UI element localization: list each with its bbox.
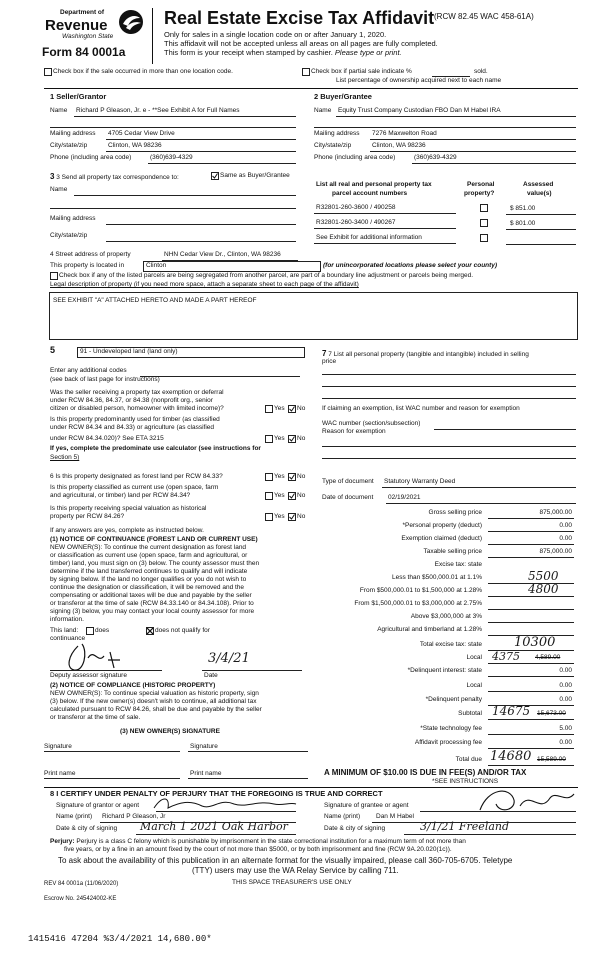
tax-line (488, 622, 574, 623)
compliance-line: NEW OWNER(S): To continue special valuation as historic property, sign (50, 690, 259, 697)
multi-location-label: Check box if the sale occurred in more than one location code. (53, 68, 233, 75)
seller-phone-line (148, 163, 296, 164)
personal-line-1 (322, 374, 576, 375)
personal-property-checkbox[interactable] (480, 234, 488, 242)
legal-label: Legal description of property (if you need more space, attach a separate sheet to each page of the affidavit) (50, 281, 359, 288)
partial-sale-label: Check box if partial sale indicate % (311, 68, 412, 75)
tax-value: 0.00 (559, 535, 572, 542)
buyer-blank-line (314, 127, 576, 128)
buyer-mail-line (370, 139, 576, 140)
tax-value: 0.00 (559, 696, 572, 703)
notice-line: information. (50, 616, 84, 623)
tax-line (488, 557, 574, 558)
date-city-label: Date & city of signing (324, 825, 386, 832)
section3-city-line (106, 241, 296, 242)
seller-mail-label: Mailing address (50, 130, 96, 137)
tax-value-handwritten: 5500 (528, 569, 559, 583)
parcel-header: List all real and personal property tax (316, 181, 432, 188)
parcel-line (314, 243, 456, 244)
seller-name: Richard P Gleason, Jr. e - **See Exhibit A for Full Names (76, 107, 240, 114)
no-label: No (297, 473, 306, 480)
q5-2b: under RCW 84.34 and 84.33) or agriculture (as classified (50, 424, 215, 431)
name-print-label: Name (print) (56, 813, 93, 820)
doc-type: Statutory Warranty Deed (384, 478, 456, 485)
tax-line (488, 663, 574, 664)
date-label: Date (204, 672, 218, 679)
parcel-number: R32801-260-3400 / 490267 (316, 219, 396, 226)
compliance-line: (3) below. If the new owner(s) doesn't wish to continue, all additional tax (50, 698, 257, 705)
yes-label: Yes (274, 435, 285, 442)
q6-2-no-checkbox[interactable] (288, 492, 296, 500)
tax-label: From $1,500,000.01 to $3,000,000 at 2.75% (354, 600, 482, 607)
q5-2e: Section 5) (50, 454, 80, 461)
assessed-value: $ 851.00 (510, 205, 536, 212)
check-icon (212, 173, 218, 179)
q6-3a: Is this property receiving special valuation as historical (50, 505, 207, 512)
personal-header-2: property? (464, 190, 495, 197)
grantor-date-city: March 1 2021 Oak Harbor (140, 820, 288, 833)
tax-label: Exemption claimed (deduct) (401, 535, 482, 542)
logo-state-text: Washington State (62, 33, 114, 40)
parcel-header-2: parcel account numbers (332, 190, 408, 197)
parcel-number: See Exhibit for additional information (316, 234, 422, 241)
section7-heading-2: price (322, 358, 337, 365)
section3-name-label: Name (50, 186, 68, 193)
accessibility-line-2: (TTY) users may use the WA Relay Service by calling 711. (192, 866, 399, 875)
no-label: No (297, 435, 306, 442)
notice-continuance: (1) NOTICE OF CONTINUANCE (FOREST LAND OR CURRENT USE) (50, 536, 258, 543)
section3-mail-label: Mailing address (50, 215, 96, 222)
q5-2d: If yes, complete the predominate use calculator (see instructions for (50, 445, 261, 452)
struck-value: 15,673.00 (537, 710, 566, 717)
q6-3b: property per RCW 84.26? (50, 513, 125, 520)
tax-label: *State technology fee (420, 725, 482, 732)
assessed-value: $ 801.00 (510, 220, 536, 227)
assessor-date: 3/4/21 (208, 651, 250, 666)
does-label: does (95, 627, 110, 634)
wac-label: WAC number (section/subsection) (322, 420, 421, 427)
logo-dept-text: Department of (60, 9, 105, 16)
land-use-value: 91 - Undeveloped land (land only) (80, 348, 178, 355)
notice-line: continue the designation or classification, it will be removed and the (50, 584, 245, 591)
located-label: This property is located in (50, 262, 125, 269)
signature-label: Signature (44, 743, 72, 750)
q5-2-no-checkbox[interactable] (288, 435, 296, 443)
legal-description: SEE EXHIBIT "A" ATTACHED HERETO AND MADE A PART HEREOF (53, 297, 257, 304)
grantor-signature-line (156, 811, 296, 812)
grantor-name: Richard P Gleason, Jr (102, 813, 166, 820)
value-line (506, 229, 576, 230)
doc-type-label: Type of document (322, 478, 374, 485)
buyer-phone-label: Phone (including area code) (314, 154, 396, 161)
tax-value: 0.00 (559, 739, 572, 746)
grantee-signature-icon (470, 784, 580, 818)
q5-1b: under RCW 84.36, 84.37, or 84.38 (nonprofit org., senior (50, 397, 213, 404)
q6-1: 6 Is this property designated as forest land per RCW 84.33? (50, 473, 223, 480)
same-as-buyer-checkbox[interactable] (211, 172, 219, 180)
tax-label: Local (466, 682, 482, 689)
seller-city-label: City/state/zip (50, 142, 88, 149)
tax-label: Taxable selling price (423, 548, 482, 555)
sold-label: sold. (474, 68, 488, 75)
buyer-city-label: City/state/zip (314, 142, 352, 149)
assessed-header: Assessed (523, 181, 554, 188)
tax-line (488, 596, 574, 597)
tax-value-handwritten: 14675 (492, 704, 531, 718)
perjury-line-1: Perjury: Perjury is a class C felony which is punishable by imprisonment in the state correctional institution for a maximum term of not more than (50, 838, 466, 845)
wa-logo-icon (117, 8, 145, 36)
tax-value-handwritten: 4375 (492, 650, 520, 663)
tax-label: Gross selling price (428, 509, 482, 516)
buyer-city-line (370, 151, 576, 152)
tax-line (488, 531, 574, 532)
struck-value: 4,589.00 (535, 654, 561, 661)
q6-1-yes-checkbox[interactable] (265, 473, 273, 481)
deputy-label: Deputy assessor signature (50, 672, 127, 679)
escrow-label: Escrow No. 245424002-KE (44, 896, 117, 902)
revision-label: REV 84 0001a (11/06/2020) (44, 881, 119, 887)
section3-mail-line (106, 224, 296, 225)
does-not-qualify-label: does not qualify for (155, 627, 210, 634)
tax-value: 0.00 (559, 682, 572, 689)
header-note-1: Only for sales in a single location code on or after January 1, 2020. (164, 30, 387, 39)
section3-heading: 3 3 Send all property tax correspondence to: (50, 172, 179, 181)
see-back-note: (see back of last page for instructions) (50, 376, 160, 383)
grantee-name: Dan M Habel (376, 813, 414, 820)
treasurer-label: THIS SPACE TREASURER'S USE ONLY (232, 879, 352, 886)
additional-codes-line (140, 376, 300, 377)
certify-heading: 8 I CERTIFY UNDER PENALTY OF PERJURY THAT THE FOREGOING IS TRUE AND CORRECT (50, 789, 383, 798)
tax-label: Total excise tax: state (419, 641, 482, 648)
compliance-line: calculated pursuant to RCW 84.26, shall be due and payable by the seller (50, 706, 262, 713)
tax-line (488, 765, 574, 766)
rule-1 (44, 88, 578, 89)
doc-date-line (386, 503, 576, 504)
tax-label: Total due (455, 756, 482, 763)
tax-value: 875,000.00 (539, 509, 572, 516)
tax-value: 875,000.00 (539, 548, 572, 555)
header-divider (152, 8, 153, 64)
print-name-label: Print name (44, 770, 76, 777)
parcel-line (314, 213, 456, 214)
check-icon (289, 406, 295, 412)
date-city-label: Date & city of signing (56, 825, 118, 832)
new-owner-signature-heading: (3) NEW OWNER(S) SIGNATURE (120, 728, 220, 735)
buyer-heading: 2 Buyer/Grantee (314, 92, 372, 101)
reason-line-2 (322, 458, 576, 459)
tax-value: 5.00 (559, 725, 572, 732)
yes-label: Yes (274, 473, 285, 480)
tax-line (488, 676, 574, 677)
seller-city-line (106, 151, 296, 152)
notice-line: by signing below. If the land no longer qualifies or you do not wish to (50, 576, 247, 583)
tax-value-handwritten: 4800 (528, 582, 559, 596)
tax-label: Subtotal (458, 710, 482, 717)
grantee-signature-label: Signature of grantee or agent (324, 802, 409, 809)
q5-1c: citizen or disabled person, homeowner with limited income)? (50, 405, 224, 412)
tax-label: Excise tax: state (434, 561, 482, 568)
tax-label: Local (466, 654, 482, 661)
q6-3-yes-checkbox[interactable] (265, 513, 273, 521)
buyer-name-label: Name (314, 107, 332, 114)
q5-2c: under RCW 84.34.020)? See ETA 3215 (50, 435, 164, 442)
seller-heading: 1 Seller/Grantor (50, 92, 107, 101)
tax-value-handwritten: 10300 (514, 635, 556, 650)
tax-line (488, 691, 574, 692)
tax-line (488, 544, 574, 545)
q5-2-yes-checkbox[interactable] (265, 435, 273, 443)
buyer-phone-line (412, 163, 576, 164)
personal-property-checkbox[interactable] (480, 219, 488, 227)
q6-2a: Is this property classified as current use (open space, farm (50, 484, 219, 491)
check-icon (289, 493, 295, 499)
notice-line: signing (3) below, you may contact your local county assessor for more (50, 608, 255, 615)
check-icon (289, 436, 295, 442)
q5-1a: Was the seller receiving a property tax exemption or deferral (50, 389, 224, 396)
grantee-signature-line (420, 811, 576, 812)
notice-line: NEW OWNER(S): To continue the current designation as forest land (50, 544, 247, 551)
form-number: Form 84 0001a (42, 45, 126, 59)
section7-heading: 7 7 List all personal property (tangible and intangible) included in selling (322, 349, 529, 358)
yes-label: Yes (274, 513, 285, 520)
tax-line (488, 719, 574, 720)
seller-mail-line (106, 139, 296, 140)
tax-label: *Delinquent penalty (425, 696, 482, 703)
doc-type-line (382, 487, 576, 488)
yes-label: Yes (274, 405, 285, 412)
q5-2a: Is this property predominantly used for timber (as classified (50, 416, 220, 423)
seller-name-label: Name (50, 107, 68, 114)
buyer-phone: (360)639-4329 (414, 154, 457, 161)
header-note-2: This affidavit will not be accepted unless all areas on all pages are fully completed. (164, 39, 438, 48)
notice-line: or transferor at the time of sale (RCW 84.33.140 or 84.34.108). Prior to (50, 600, 254, 607)
check-icon (289, 514, 295, 520)
header-note-3: This form is your receipt when stamped by cashier. Please type or print. (164, 48, 402, 57)
owner-print-line-2 (188, 778, 308, 779)
seller-name-line (74, 116, 296, 117)
tax-value-handwritten: 14680 (490, 749, 532, 764)
parcel-line (314, 228, 456, 229)
signature-label: Signature (190, 743, 218, 750)
q6-2-yes-checkbox[interactable] (265, 492, 273, 500)
check-icon (289, 474, 295, 480)
assessor-date-line (202, 670, 302, 671)
parcel-number: R32801-260-3600 / 490258 (316, 204, 396, 211)
legal-description-field[interactable] (49, 292, 578, 340)
see-instructions: *SEE INSTRUCTIONS (432, 778, 499, 785)
tax-line (488, 609, 574, 610)
section3-name-line (74, 195, 296, 196)
section5-number: 5 (50, 345, 56, 355)
accessibility-line-1: To ask about the availability of this publication in an alternate format for the visually impaired, please call 360-705-6705. Teletype (58, 856, 513, 865)
ownership-note: List percentage of ownership acquired next to each name (336, 77, 502, 84)
q6-1-no-checkbox[interactable] (288, 473, 296, 481)
tax-label: Less than $500,000.01 at 1.1% (392, 574, 482, 581)
tax-line (488, 518, 574, 519)
reason-line-1 (322, 446, 576, 447)
wac-line (434, 429, 576, 430)
value-line (506, 214, 576, 215)
tax-value: 0.00 (559, 522, 572, 529)
form-rcw: (RCW 82.45 WAC 458-61A) (434, 12, 534, 21)
no-label: No (297, 513, 306, 520)
no-label: No (297, 492, 306, 499)
this-land-label: This land: (50, 627, 79, 634)
tax-line (488, 734, 574, 735)
notice-line: determine if the land transferred continues to qualify and will indicate (50, 568, 248, 575)
q5-1-yes-checkbox[interactable] (265, 405, 273, 413)
reason-label: Reason for exemption (322, 428, 386, 435)
value-line (506, 244, 576, 245)
struck-value: 15,589.00 (537, 756, 566, 763)
personal-header: Personal (467, 181, 495, 188)
perjury-line-2: five years, or by a fine in an amount fixed by the court of not more than $5000, or by both imprisonment and fine (RCW 9A.20.020(1c)). (64, 846, 452, 853)
q5-1-no-checkbox[interactable] (288, 405, 296, 413)
logo-revenue-text: Revenue (45, 17, 108, 34)
owner-print-line-1 (44, 778, 180, 779)
grantee-date-line (404, 834, 576, 835)
compliance-line: or transferor at the time of sale. (50, 714, 141, 721)
notice-line: compensating or additional taxes will be due and payable by the seller (50, 592, 252, 599)
personal-line-2 (322, 386, 576, 387)
buyer-mail-label: Mailing address (314, 130, 360, 137)
tax-label: From $500,000.01 to $1,500,000 at 1.28% (359, 587, 482, 594)
continuance-label: continuance (50, 635, 86, 642)
tax-label: *Personal property (deduct) (402, 522, 482, 529)
answers-note: If any answers are yes, complete as instructed below. (50, 527, 204, 534)
notice-line: or classification as current use (open space, farm and agricultural, or (50, 552, 248, 559)
tax-label: Affidavit processing fee (414, 739, 482, 746)
section3-city-label: City/state/zip (50, 232, 88, 239)
name-print-label: Name (print) (324, 813, 361, 820)
buyer-city: Clinton, WA 98236 (372, 142, 426, 149)
does-not-qualify-checkbox[interactable] (146, 627, 154, 635)
print-name-label: Print name (190, 770, 222, 777)
section3-blank-line (50, 208, 296, 209)
owner-signature-line-1 (44, 751, 180, 752)
grantor-date-line (136, 834, 296, 835)
q6-2b: and agricultural, or timber) land per RCW 84.34? (50, 492, 191, 499)
exemption-label: If claiming an exemption, list WAC number and reason for exemption (322, 405, 520, 412)
tax-label: Agricultural and timberland at 1.28% (377, 626, 482, 633)
personal-line-3 (322, 398, 576, 399)
tax-label: *Delinquent interest: state (407, 667, 482, 674)
no-label: No (297, 405, 306, 412)
buyer-mail: 7276 Maxwelton Road (372, 130, 437, 137)
segregation-checkbox[interactable] (50, 272, 58, 280)
owner-signature-line-2 (188, 751, 308, 752)
personal-property-checkbox[interactable] (480, 204, 488, 212)
location-select[interactable] (143, 261, 321, 272)
does-qualify-checkbox[interactable] (86, 627, 94, 635)
seller-mail: 4705 Cedar View Drive (108, 130, 175, 137)
grantee-date-city: 3/1/21 Freeland (420, 820, 510, 833)
seller-phone: (360)639-4329 (150, 154, 193, 161)
q6-3-no-checkbox[interactable] (288, 513, 296, 521)
land-use-select[interactable] (77, 347, 305, 358)
buyer-name-line (336, 116, 576, 117)
partial-sale-checkbox[interactable] (302, 68, 310, 76)
tax-value: 0.00 (559, 667, 572, 674)
multi-location-checkbox[interactable] (44, 68, 52, 76)
yes-label: Yes (274, 492, 285, 499)
additional-codes-label: Enter any additional codes (50, 367, 127, 374)
form-title: Real Estate Excise Tax Affidavit (164, 8, 435, 28)
grantor-signature-label: Signature of grantor or agent (56, 802, 140, 809)
tax-label: Above $3,000,000 at 3% (410, 613, 482, 620)
seller-blank-line (50, 127, 296, 128)
same-as-buyer-label: Same as Buyer/Grantee (220, 172, 290, 179)
doc-date-label: Date of document (322, 494, 374, 501)
location-value: Clinton (146, 262, 167, 269)
assessed-header-2: value(s) (527, 190, 552, 197)
notice-line: timber) land, you must sign on (3) below. The county assessor must then (50, 560, 260, 567)
assessor-signature-line (50, 670, 162, 671)
buyer-name: Equity Trust Company Custodian FBO Dan M Habel IRA (338, 107, 501, 114)
doc-date: 02/19/2021 (388, 494, 421, 501)
segregation-label: Check box if any of the listed parcels are being segregated from another parcel, are part of a boundary line adjustment or parcels being merged. (59, 272, 474, 279)
notice-compliance: (2) NOTICE OF COMPLIANCE (HISTORIC PROPERTY) (50, 682, 216, 689)
x-mark-icon (147, 628, 153, 634)
seller-city: Clinton, WA 98236 (108, 142, 162, 149)
seller-phone-label: Phone (including area code) (50, 154, 132, 161)
minimum-note: A MINIMUM OF $10.00 IS DUE IN FEE(S) AND/OR TAX (324, 768, 527, 777)
street-address: NHN Cedar View Dr., Clinton, WA 98236 (164, 251, 281, 258)
recording-stamp: 1415416 47204 %3/4/2021 14,680.00* (28, 934, 212, 944)
located-note: (for unincorporated locations please select your county) (323, 262, 498, 269)
street-label: 4 Street address of property (50, 251, 131, 258)
